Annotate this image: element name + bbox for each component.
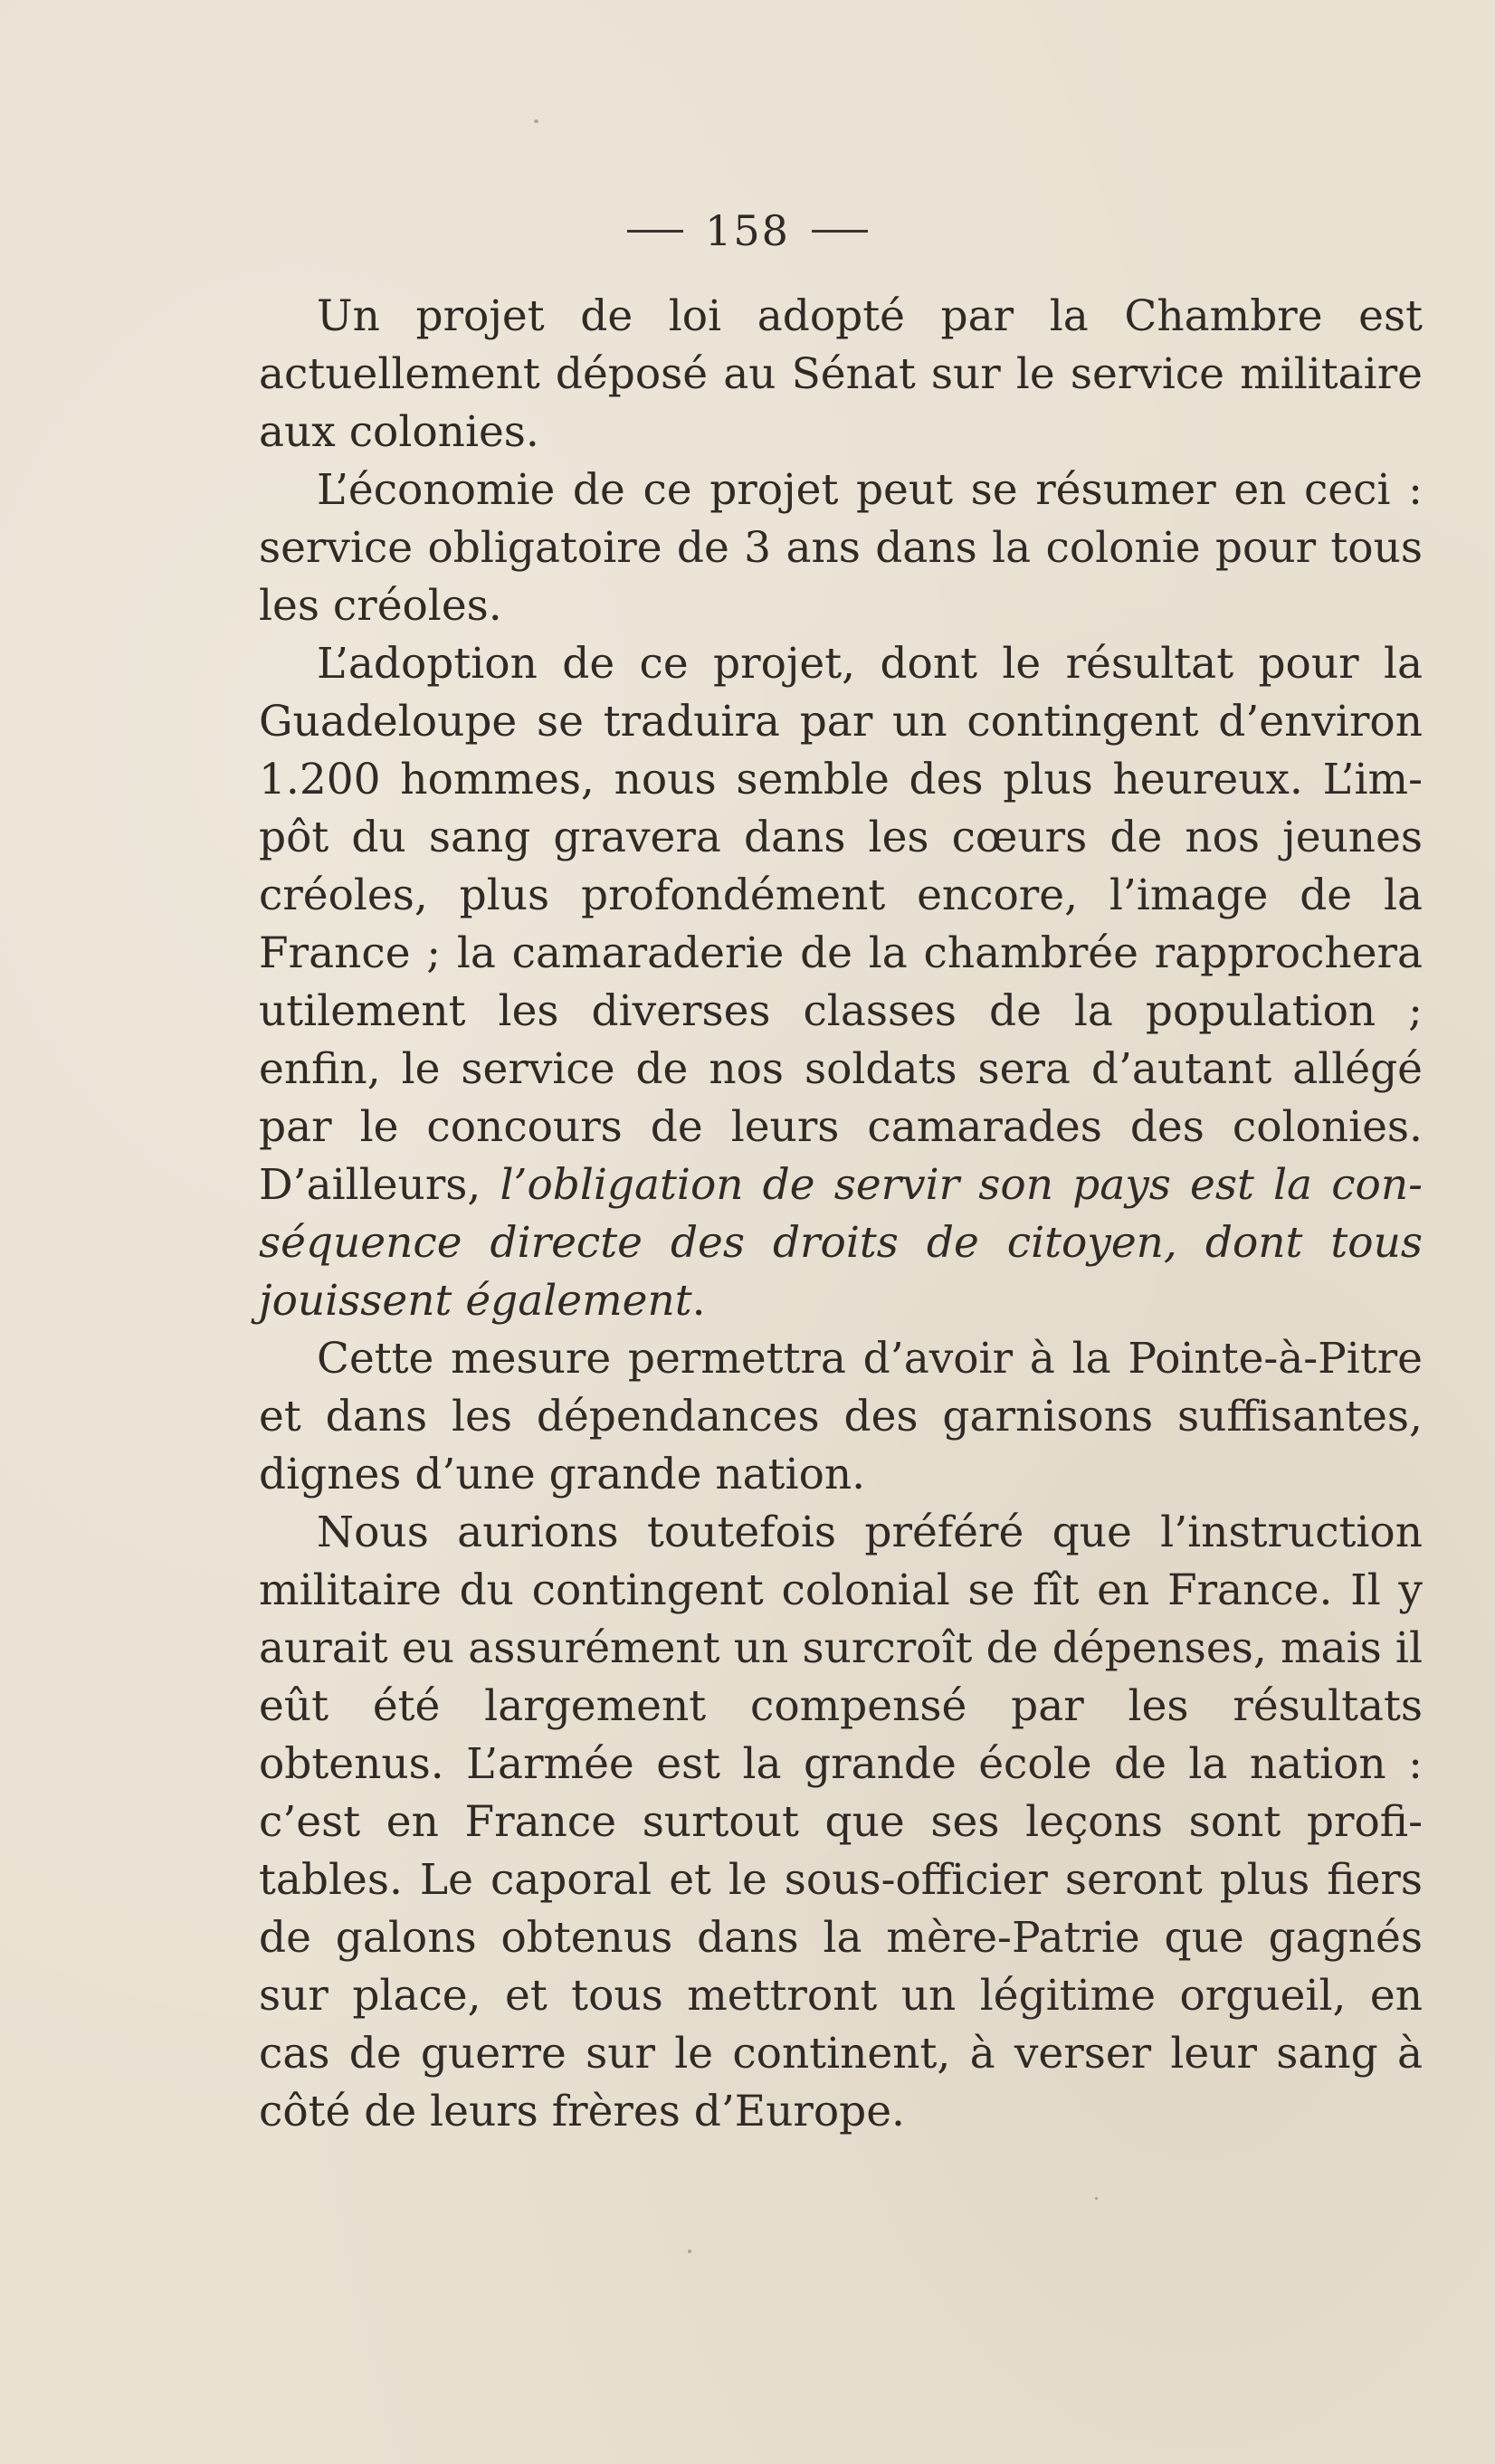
paragraph-text: L’adoption de ce projet, dont le résultat pour la Guadeloupe se traduira par un contingent d’environ 1.200 hommes, nous semble des plus heureux. L’impôt du sang gravera dans les cœurs de nos jeunes créoles, plus profondément encore, l’image de la France ; la camaraderie de la chambrée rapprochera utilement les diverses classes de la population ; enfin, le service de nos soldats sera d’autant allégé par le concours de leurs camarades des colonies. D’ailleurs, — [259, 639, 1423, 1210]
body-text — [259, 288, 1423, 2141]
paragraph-text: L’économie de ce projet peut se résumer en ceci : service obligatoire de 3 ans dans la colonie pour tous les créoles. — [259, 465, 1423, 631]
page-number-header — [0, 206, 1495, 255]
italic-quote: l’obligation de servir son pays est la conséquence directe des droits de citoyen, dont tous jouissent également — [259, 1160, 1423, 1326]
paper-speck — [688, 2250, 691, 2253]
page-number: 158 — [705, 206, 790, 255]
paragraph-text: . — [691, 1276, 706, 1326]
paragraph-text: Un projet de loi adopté par la Chambre est actuellement déposé au Sénat sur le service militaire aux colonies. — [259, 291, 1423, 457]
paper-speck — [1095, 2197, 1098, 2200]
paragraph — [259, 1330, 1423, 1504]
left-dash — [627, 230, 683, 233]
paragraph — [259, 288, 1423, 461]
paragraph-text: Nous aurions toutefois préféré que l’instruction militaire du contingent colonial se fît en France. Il y aurait eu assurément un surcroît de dépenses, mais il eût été largement compensé par les résultats obtenus. L’armée est la grande école de la nation : c’est en France surtout que ses leçons sont profitables. Le caporal et le sous-officier seront plus fiers de galons obtenus dans la mère-Patrie que gagnés sur place, et tous mettront un légitime orgueil, en cas de guerre sur le continent, à verser leur sang à côté de leurs frères d’Europe. — [259, 1508, 1423, 2136]
paragraph-text: Cette mesure permettra d’avoir à la Pointe-à-Pitre et dans les dépendances des garnisons suffisantes, dignes d’une grande nation. — [259, 1334, 1423, 1499]
paragraph — [259, 461, 1423, 635]
paragraph — [259, 635, 1423, 1330]
paragraph — [259, 1504, 1423, 2141]
right-dash — [812, 230, 868, 233]
paper-speck — [534, 119, 538, 123]
